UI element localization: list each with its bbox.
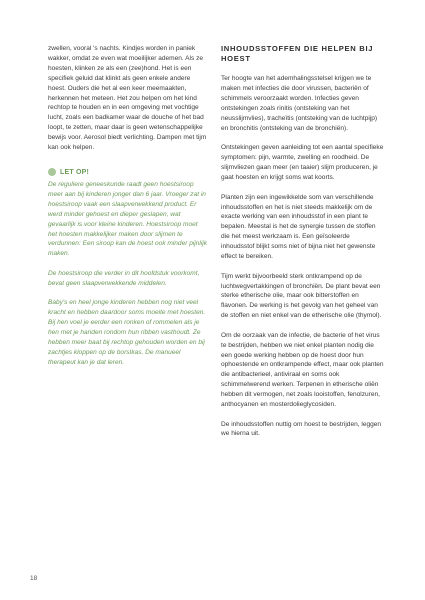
callout-paragraph-1: De reguliere geneeskunde raadt geen hoestsiroop meer aan bij kinderen jonger dan 6 jaar. Vroeger zat in hoestsiroop vaak een slaapverwekkend product. Er werd minder gehoest en dieper geslapen, wat gevaarlijk is voor kleine kinderen. Hoestsiroop moet het hoesten makkelijker maken door slijmen te verdunnen: Een siroop kan de hoest ook minder pijnlijk maken. [48, 180, 208, 258]
paragraph-symptoms: Ontstekingen geven aanleiding tot een aantal specifieke symptomen: pijn, warmte, zwelling en roodheid. De slijmvliezen gaan meer (en taaier) slijm produceren, je gaat hoesten en krijgt soms wat koorts. [221, 144, 384, 182]
paragraph-closing: De inhoudsstoffen nuttig om hoest te bestrijden, leggen we hierna uit. [221, 420, 382, 438]
bullet-dot-icon [48, 168, 56, 176]
paragraph-infections: Ter hoogte van het ademhalingsstelsel krijgen we te maken met infecties die door virussen, bacteriën of schimmels veroorzaakt worden. Infecties geven ontstekingen zoals rinitis (ontsteking van het neusslijmvlies), tracheïtis (ontsteking van de luchtpijp) en bronchitis (ontsteking van de bronchiën). [221, 75, 378, 132]
callout-paragraph-3: Baby's en heel jonge kinderen hebben nog niet veel kracht en hebben daardoor soms moeite met hoesten. Bij hen voel je eerder een ronken of rommelen als je hen met je handen rondom hun ribben vasthoudt. Ze hebben meer baat bij rechtop gehouden worden en bij zachtjes kloppen op de borstkas. De manueel therapeut kan je dat leren. [48, 299, 206, 366]
paragraph-cause: Om de oorzaak van de infectie, de bacterie of het virus te bestrijden, hebben we niet enkel planten nodig die een goede werking hebben op de hoest door hun ophoestende en ontkrampende effect, maar ook planten die antibacterieel, antiviraal en soms ook schimmelwerend werken. Terpenen in etherische oliën hebben dit vermogen, net zoals looistoffen, fenolzuren, anthocyanen en mosterdolieglycosiden. [221, 331, 384, 409]
paragraph-thyme: Tijm werkt bijvoorbeeld sterk ontkrampend op de luchtwegvertakkingen of bronchiën. De plant bevat een sterke etherische olie, maar ook bitterstoffen en flavonen. De werking is het gevolg van het geheel van de stoffen en niet enkel van de etherische olie (thymol). [221, 272, 382, 320]
intro-paragraph: zwellen, vooral 's nachts. Kindjes worden in paniek wakker, omdat ze even wat moeilijker ademen. Als ze hoesten, klinken ze als een (zee)hond. Het is een specifiek geluid dat klinkt als geen enkele andere hoest. Ouders die het al een keer meemaakten, herkennen het meteen. Het zou helpen om het kind rechtop te houden en in een omgeving met vochtige lucht, zoals een badkamer waar de douche of het bad loopt, te zetten, maar daar is geen wetenschappelijke bewijs voor. Aerosol biedt verlichting. Dampen met tijm kan ook helpen. [48, 45, 207, 152]
callout-header [48, 167, 208, 178]
section-heading: INHOUDSSTOFFEN DIE HELPEN BIJ HOEST [221, 44, 374, 64]
left-column [48, 44, 208, 377]
callout-title: LET OP! [60, 168, 90, 176]
paragraph-plants: Planten zijn een ingewikkelde som van verschillende inhoudsstoffen en het is niet steeds makkelijk om de exacte werking van een inhoudsstof in een plant te bepalen. Meestal is het de synergie tussen de stoffen die het meest werkzaam is. Een geïsoleerde inhoudsstof blijkt soms niet of bijna niet het gewenste effect te bereiken. [221, 193, 376, 261]
page-number: 18 [30, 575, 38, 582]
callout-paragraph-2: De hoestsiroop die verder in dit hoofdstuk voorkomt, bevat geen slaapverwekkende middelen. [48, 269, 200, 287]
warning-callout [48, 167, 208, 368]
right-column [221, 44, 385, 449]
